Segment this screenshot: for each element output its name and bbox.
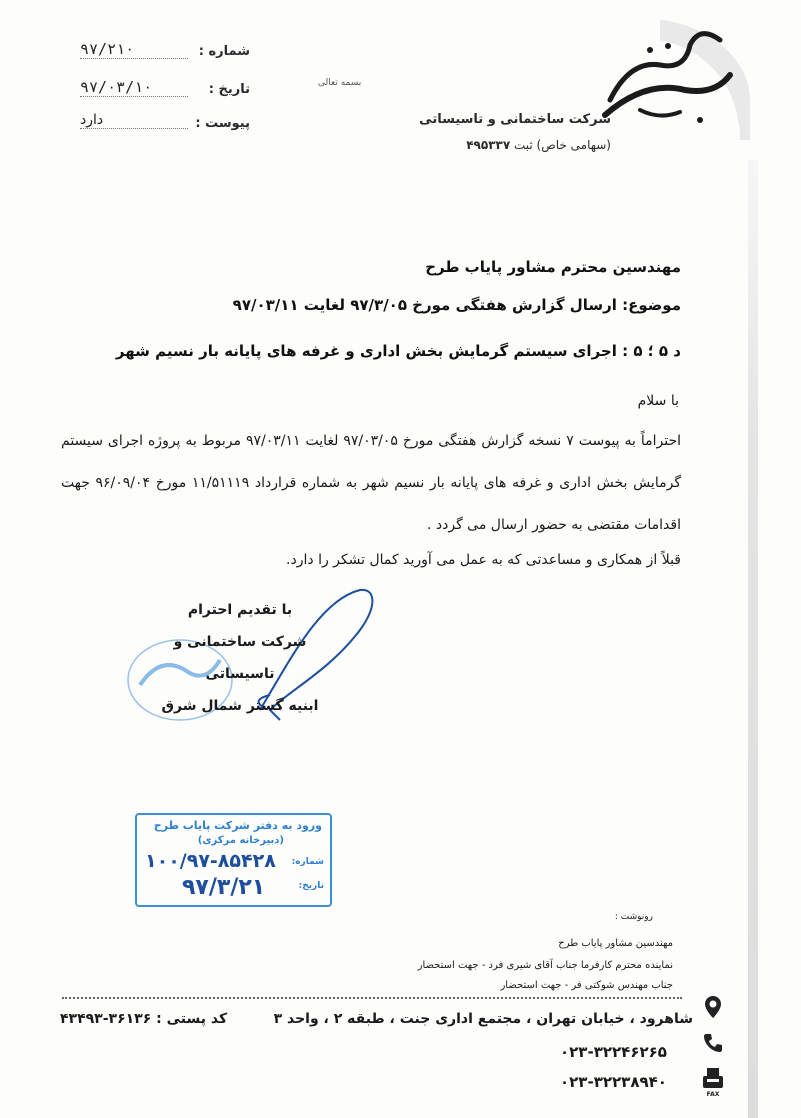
footer-fax: ۰۲۳-۳۲۲۳۸۹۴۰ [560,1073,667,1091]
company-registration [466,138,611,152]
stamp-date-value: ۹۷/۳/۲۱ [182,875,266,900]
company-reg-prefix: (سهامی خاص) ثبت [514,138,611,152]
postal-label: کد پستی : [156,1011,228,1027]
letter-number-row [60,40,250,64]
letter-attachment-value: دارد [80,112,188,129]
letter-date-label: تاریخ : [208,82,250,97]
footer-address: شاهرود ، خیابان تهران ، مجتمع اداری جنت ، طبقه ۲ ، واحد ۳ [273,1011,693,1027]
location-pin-icon [700,994,726,1020]
letter-number-value: ۹۷/۲۱۰ [80,40,188,59]
phone-icon [700,1030,726,1056]
sign-company-name: ابنیه گستر شمال شرق [161,698,319,714]
thanks-line: قبلاً از همکاری و مساعدتی که به عمل می آورید کمال تشکر را دارد. [286,552,681,568]
cc-label: رونوشت : [614,912,653,922]
stamp-title: ورود به دفتر شرکت پایاب طرح [153,819,322,832]
stamp-date-label: تاریخ: [298,881,324,891]
cc-line-1: مهندسین مشاور پایاب طرح [558,938,673,949]
footer-postal [60,1011,227,1027]
company-reg-number: ۴۹۵۳۳۷ [466,138,511,152]
project-title: د ۵ ؛ ۵ : اجرای سیستم گرمایش بخش اداری و غرفه های پایانه بار نسیم شهر [115,342,681,360]
letter-attachment-row [60,112,250,136]
stamp-number-value: ۱۰۰/۹۷-۸۵۴۲۸ [145,850,276,872]
greeting: با سلام [637,393,679,409]
bismillah: بسمه تعالی [318,78,362,88]
stamp-number-label: شماره: [291,857,324,867]
page-edge-shadow [748,160,758,1118]
signature-block [140,594,340,722]
sign-company-type: شرکت ساختمانی و تاسیساتی [173,634,307,682]
fax-label: FAX [706,1091,720,1098]
footer-phone: ۰۲۳-۳۲۲۴۶۲۶۵ [560,1043,667,1061]
stamp-subtitle: (دبیرخانه مرکزی) [197,835,284,846]
footer-divider [62,997,682,999]
fax-icon [700,1066,726,1098]
body-paragraph: احتراماً به پیوست ۷ نسخه گزارش هفتگی مورخ ۹۷/۰۳/۰۵ لغایت ۹۷/۰۳/۱۱ مربوط به پروژه اجرای سیستم گرمایش بخش اداری و غرفه های پایانه بار نسیم شهر به شماره قرارداد ۱۱/۵۱۱۱۹ مورخ ۹۶/۰۹/۰۴ جهت اقدامات مقتضی به حضور ارسال می گردد . [61,433,681,533]
letter-number-label: شماره : [198,44,250,59]
subject: موضوع: ارسال گزارش هفتگی مورخ ۹۷/۳/۰۵ لغایت ۹۷/۰۳/۱۱ [232,296,681,314]
sign-closing: با تقدیم احترام [187,602,293,618]
letter-attachment-label: پیوست : [195,116,250,131]
logo-text: ابنیه گستر شمال شرق [590,20,600,21]
recipient: مهندسین محترم مشاور پایاب طرح [425,258,681,276]
cc-line-2: نماینده محترم کارفرما جناب آقای شیری فرد - جهت استحضار [417,960,673,971]
postal-value: ۳۶۱۳۶-۴۳۴۹۳ [60,1011,152,1027]
letter-date-value: ۹۷/۰۳/۱۰ [80,78,188,97]
company-name: شرکت ساختمانی و تاسیساتی [419,112,611,127]
company-logo [590,20,750,140]
letter-date-row [60,78,250,102]
cc-line-3: جناب مهندس شوکتی فر - جهت استحضار [500,980,673,991]
receipt-stamp [135,813,332,907]
